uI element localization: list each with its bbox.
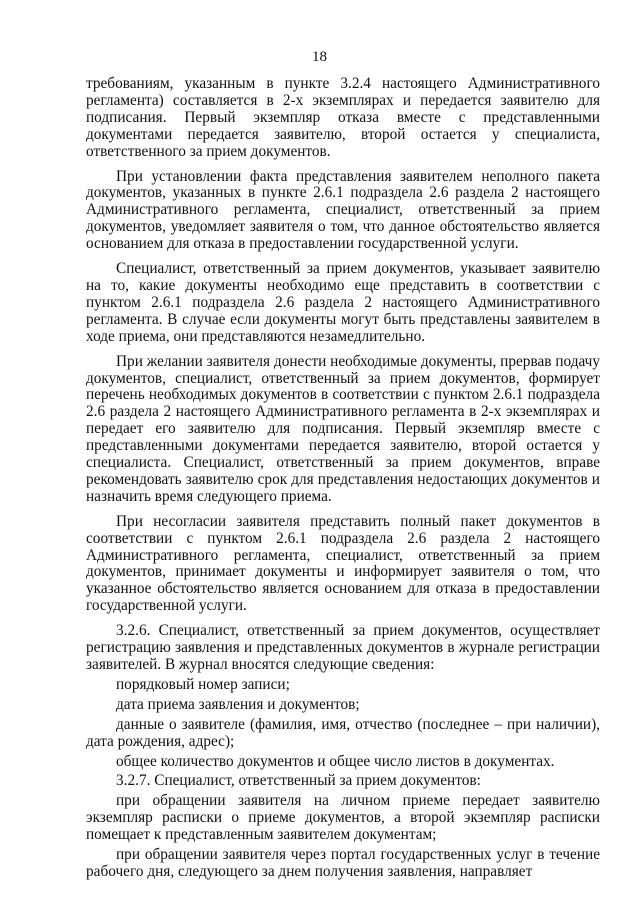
paragraph-3-2-7: 3.2.7. Специалист, ответственный за прием документов: [116, 772, 481, 790]
document-body [86, 76, 600, 881]
page-number: 18 [312, 49, 327, 65]
list-item-record-number: порядковый номер записи; [116, 675, 290, 693]
paragraph-personal-visit: при обращении заявителя на личном приеме передает заявителю экземпляр расписки о приеме документов, а второй экземпляр расписки помещает к представленным заявителем документам; [86, 792, 600, 844]
paragraph-missing-documents: Специалист, ответственный за прием документов, указывает заявителю на то, какие документы необходимо еще представить в соответствии с пунктом 2.6.1 подраздела 2.6 раздела 2 настоящего Административного регламента. В случае если документы могут быть представлены заявителем в ходе приема, они представляются незамедлительно. [86, 260, 600, 345]
paragraph-continuation: требованиям, указанным в пункте 3.2.4 настоящего Административного регламента) составляется в 2-х экземплярах и передается заявителю для подписания. Первый экземпляр отказа вместе с представленными документами передается заявителю, второй остается у специалиста, ответственного за прием документов. [86, 75, 600, 160]
paragraph-3-2-6: 3.2.6. Специалист, ответственный за прием документов, осуществляет регистрацию заявления и представленных документов в журнале регистрации заявителей. В журнал вносятся следующие сведения: [86, 622, 600, 673]
list-item-applicant-data: данные о заявителе (фамилия, имя, отчество (последнее – при наличии), дата рождения, адрес); [86, 715, 600, 750]
paragraph-portal: при обращении заявителя через портал государственных услуг в течение рабочего дня, следующего за днем получения заявления, направляет [86, 846, 600, 880]
list-item-date: дата приема заявления и документов; [116, 695, 360, 713]
paragraph-bring-documents: При желании заявителя донести необходимые документы, прервав подачу документов, специалист, ответственный за прием документов, формирует перечень необходимых документов в соответствии с пунктом 2.6.1 подраздела 2.6 раздела 2 настоящего Административного регламента в 2-х экземплярах и передает его заявителю для подписания. Первый экземпляр вместе с представленными документами передается заявителю, второй остается у специалиста. Специалист, ответственный за прием документов, вправе рекомендовать заявителю срок для представления недостающих документов и назначить время следующего приема. [86, 352, 601, 505]
paragraph-incomplete-package: При установлении факта представления заявителем неполного пакета документов, указанных в пункте 2.6.1 подраздела 2.6 раздела 2 настоящего Административного регламента, специалист, ответственный за прием документов, уведомляет заявителя о том, что данное обстоятельство является основанием для отказа в предоставлении государственной услуги. [86, 167, 600, 253]
list-item-document-count: общее количество документов и общее число листов в документах. [116, 752, 555, 770]
paragraph-disagreement: При несогласии заявителя представить полный пакет документов в соответствии с пунктом 2.6.1 подраздела 2.6 раздела 2 настоящего Административного регламента, специалист, ответственный за прием документов, принимает документы и информирует заявителя о том, что указанное обстоятельство является основанием для отказа в предоставлении государственной услуги. [86, 512, 600, 615]
